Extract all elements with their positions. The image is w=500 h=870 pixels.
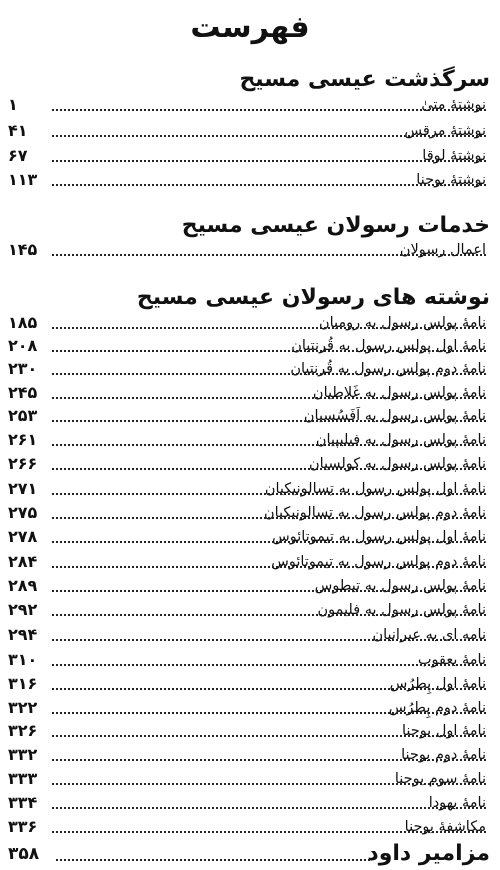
leader-dots xyxy=(52,109,486,111)
entry-page: ۲۴۵ xyxy=(8,383,38,402)
entry-label: نامهٔ دوم پولس رسول به تیموتائوس xyxy=(271,554,486,570)
toc-entry[interactable] xyxy=(8,95,486,115)
toc-entry[interactable] xyxy=(8,552,486,572)
entry-label: نامهٔ دوم پِطرُس xyxy=(388,700,486,716)
toc-entry[interactable] xyxy=(8,650,486,670)
leader-dots xyxy=(52,541,486,543)
page-title: فهرست xyxy=(190,10,310,45)
entry-page: ۲۶۶ xyxy=(8,454,38,473)
leader-dots xyxy=(52,327,486,329)
toc-entry[interactable] xyxy=(8,479,486,499)
entry-page: ۲۶۱ xyxy=(8,430,38,449)
toc-entry[interactable] xyxy=(8,430,486,450)
leader-dots xyxy=(52,135,486,137)
entry-page: ۱ xyxy=(8,95,18,114)
entry-page: ۲۷۸ xyxy=(8,527,38,546)
entry-label: نامه ای به عبرانیان xyxy=(372,627,486,643)
entry-label: نوشتهٔ مرقس xyxy=(404,123,486,139)
section-heading: نوشته های رسولان عیسی مسیح xyxy=(136,285,490,310)
entry-page: ۳۳۳ xyxy=(8,769,38,788)
toc-entry-final[interactable] xyxy=(8,841,490,867)
toc-entry[interactable] xyxy=(8,240,486,260)
entry-page: ۲۸۴ xyxy=(8,552,38,571)
entry-label: نامهٔ اول پِطرُس xyxy=(389,676,486,692)
entry-page: ۱۱۳ xyxy=(8,170,38,189)
entry-page: ۲۳۰ xyxy=(8,359,38,378)
toc-entry[interactable] xyxy=(8,793,486,813)
entry-page: ۲۹۴ xyxy=(8,625,38,644)
toc-entry[interactable] xyxy=(8,745,486,765)
entry-label: نامهٔ پولس رسول به غَلاطیان xyxy=(312,385,486,401)
entry-label: نامهٔ دوم پولس رسول به قُرنتیان xyxy=(290,361,486,377)
entry-label: نوشتهٔ متیٰ xyxy=(421,97,486,113)
entry-page: ۲۰۸ xyxy=(8,336,38,355)
toc-entry[interactable] xyxy=(8,576,486,596)
entry-page: ۲۹۲ xyxy=(8,600,38,619)
leader-dots xyxy=(52,517,486,519)
entry-label: مکاشفهٔ یوحنا xyxy=(404,819,486,835)
toc-entry[interactable] xyxy=(8,769,486,789)
final-page: ۳۵۸ xyxy=(8,844,40,864)
entry-label: نامهٔ پولس رسول به اَفَسُسیان xyxy=(303,408,486,424)
entry-page: ۳۲۶ xyxy=(8,721,38,740)
entry-label: نامهٔ اول یوحنا xyxy=(401,723,486,739)
entry-label: نامهٔ سوم یوحنا xyxy=(394,771,486,787)
toc-entry[interactable] xyxy=(8,721,486,741)
toc-entry[interactable] xyxy=(8,625,486,645)
toc-entry[interactable] xyxy=(8,121,486,141)
section-heading: سرگذشت عیسی مسیح xyxy=(239,67,490,92)
leader-dots xyxy=(52,735,486,737)
entry-label: نامهٔ دوم یوحنا xyxy=(401,747,486,763)
entry-label: نامهٔ اول پولس رسول به تِسالونیکیان xyxy=(264,481,486,497)
leader-dots xyxy=(52,639,486,641)
entry-page: ۳۱۶ xyxy=(8,674,38,693)
toc-entry[interactable] xyxy=(8,313,486,333)
entry-page: ۶۷ xyxy=(8,146,28,165)
entry-label: نامهٔ دوم پولس رسول به تِسالونیکیان xyxy=(263,505,486,521)
entry-page: ۳۳۲ xyxy=(8,745,38,764)
entry-page: ۳۱۰ xyxy=(8,650,38,669)
entry-label: نامهٔ پولس رسول به رومیان xyxy=(318,315,486,331)
entry-label: نامهٔ پولس رسول به تیطوس xyxy=(314,578,486,594)
leader-dots xyxy=(52,350,486,352)
entry-page: ۲۷۵ xyxy=(8,503,38,522)
entry-page: ۱۸۵ xyxy=(8,313,38,332)
entry-label: اعمال رسولان xyxy=(399,242,486,258)
toc-entry[interactable] xyxy=(8,146,486,166)
leader-dots xyxy=(52,566,486,568)
leader-dots xyxy=(52,590,486,592)
leader-dots xyxy=(52,184,486,186)
leader-dots xyxy=(52,688,486,690)
final-label: مزامیر داود xyxy=(367,841,490,866)
entry-page: ۲۸۹ xyxy=(8,576,38,595)
toc-entry[interactable] xyxy=(8,336,486,356)
entry-page: ۳۳۴ xyxy=(8,793,38,812)
toc-entry[interactable] xyxy=(8,503,486,523)
section-heading: خدمات رسولان عیسی مسیح xyxy=(181,213,490,238)
leader-dots xyxy=(52,160,486,162)
entry-page: ۳۲۲ xyxy=(8,698,38,717)
leader-dots xyxy=(52,420,486,422)
leader-dots xyxy=(52,783,486,785)
entry-label: نامهٔ یهودا xyxy=(428,795,486,811)
toc-entry[interactable] xyxy=(8,600,486,620)
leader-dots xyxy=(52,444,486,446)
leader-dots xyxy=(52,468,486,470)
entry-label: نامهٔ اول پولس رسول به قُرنتیان xyxy=(291,338,486,354)
toc-entry[interactable] xyxy=(8,527,486,547)
entry-page: ۲۵۳ xyxy=(8,406,38,425)
toc-entry[interactable] xyxy=(8,454,486,474)
toc-entry[interactable] xyxy=(8,170,486,190)
entry-page: ۳۳۶ xyxy=(8,817,38,836)
toc-entry[interactable] xyxy=(8,406,486,426)
entry-page: ۲۷۱ xyxy=(8,479,38,498)
leader-dots xyxy=(52,831,486,833)
toc-entry[interactable] xyxy=(8,698,486,718)
leader-dots xyxy=(52,397,486,399)
entry-label: نامهٔ پولس رسول به کولسیان xyxy=(308,456,486,472)
entry-page: ۴۱ xyxy=(8,121,28,140)
leader-dots xyxy=(52,759,486,761)
toc-entry[interactable] xyxy=(8,817,486,837)
entry-label: نامهٔ پولس رسول به فلیمون xyxy=(317,602,486,618)
entry-label: نوشتهٔ لوقا xyxy=(422,148,486,164)
entry-page: ۱۴۵ xyxy=(8,240,38,259)
leader-dots xyxy=(56,859,370,861)
toc-entry[interactable] xyxy=(8,383,486,403)
entry-label: نامهٔ پولس رسول به فیلیپیان xyxy=(315,432,486,448)
leader-dots xyxy=(52,373,486,375)
toc-entry[interactable] xyxy=(8,674,486,694)
leader-dots xyxy=(52,807,486,809)
entry-label: نوشتهٔ یوحنا xyxy=(416,172,486,188)
leader-dots xyxy=(52,712,486,714)
leader-dots xyxy=(52,614,486,616)
toc-entry[interactable] xyxy=(8,359,486,379)
leader-dots xyxy=(52,254,486,256)
entry-label: نامهٔ یعقوب xyxy=(417,652,486,668)
leader-dots xyxy=(52,664,486,666)
entry-label: نامهٔ اول پولس رسول به تیموتائوس xyxy=(272,529,486,545)
leader-dots xyxy=(52,493,486,495)
